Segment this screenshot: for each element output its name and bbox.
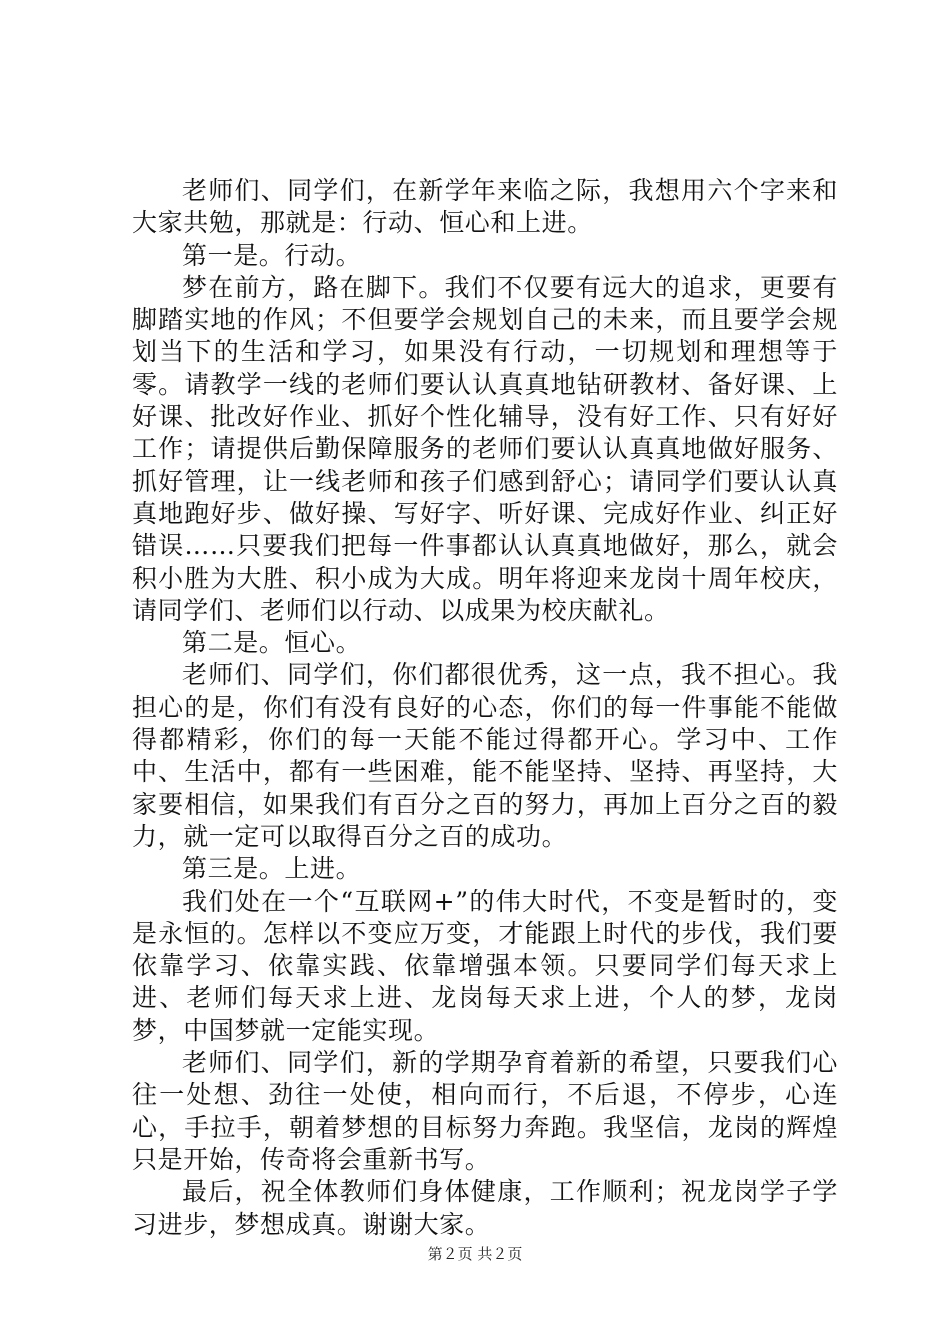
paragraph-hope: 老师们、同学们，新的学期孕育着新的希望，只要我们心往一处想、劲往一处使，相向而行，不后退，不停步，心连心，手拉手，朝着梦想的目标努力奔跑。我坚信，龙岗的辉煌只是开始，传奇将会重新书写。 <box>132 1048 838 1174</box>
paragraph-closing: 最后，祝全体教师们身体健康，工作顺利；祝龙岗学子学习进步，梦想成真。谢谢大家。 <box>132 1177 838 1239</box>
heading-action: 第一是。行动。 <box>182 240 362 270</box>
page-number-footer: 第２页 共２页 <box>427 1245 523 1263</box>
paragraph-intro: 老师们、同学们，在新学年来临之际，我想用六个字来和大家共勉，那就是：行动、恒心和上进。 <box>132 176 838 238</box>
paragraph-perseverance: 老师们、同学们，你们都很优秀，这一点，我不担心。我担心的是，你们有没有良好的心态，你们的每一件事能不能做得都精彩，你们的每一天能不能过得都开心。学习中、工作中、生活中，都有一些困难，能不能坚持、坚持、再坚持，大家要相信，如果我们有百分之百的努力，再加上百分之百的毅力，就一定可以取得百分之百的成功。 <box>132 660 838 851</box>
paragraph-action: 梦在前方，路在脚下。我们不仅要有远大的追求，更要有脚踏实地的作风；不但要学会规划自己的未来，而且要学会规划当下的生活和学习，如果没有行动，一切规划和理想等于零。请教学一线的老师们要认认真真地钻研教材、备好课、上好课、批改好作业、抓好个性化辅导，没有好工作、只有好好工作；请提供后勤保障服务的老师们要认认真真地做好服务、抓好管理，让一线老师和孩子们感到舒心；请同学们要认认真真地跑好步、做好操、写好字、听好课、完成好作业、纠正好错误……只要我们把每一件事都认认真真地做好，那么，就会积小胜为大胜、积小成为大成。明年将迎来龙岗十周年校庆，请同学们、老师们以行动、以成果为校庆献礼。 <box>132 272 838 625</box>
document-body <box>132 175 838 1241</box>
heading-perseverance: 第二是。恒心。 <box>182 628 362 658</box>
paragraph-progress: 我们处在一个“互联网+”的伟大时代，不变是暂时的，变是永恒的。怎样以不变应万变，才能跟上时代的步伐，我们要依靠学习、依靠实践、依靠增强本领。只要同学们每天求上进、老师们每天求上进、龙岗每天求上进，个人的梦，龙岗梦，中国梦就一定能实现。 <box>132 886 838 1045</box>
heading-progress: 第三是。上进。 <box>182 854 362 884</box>
